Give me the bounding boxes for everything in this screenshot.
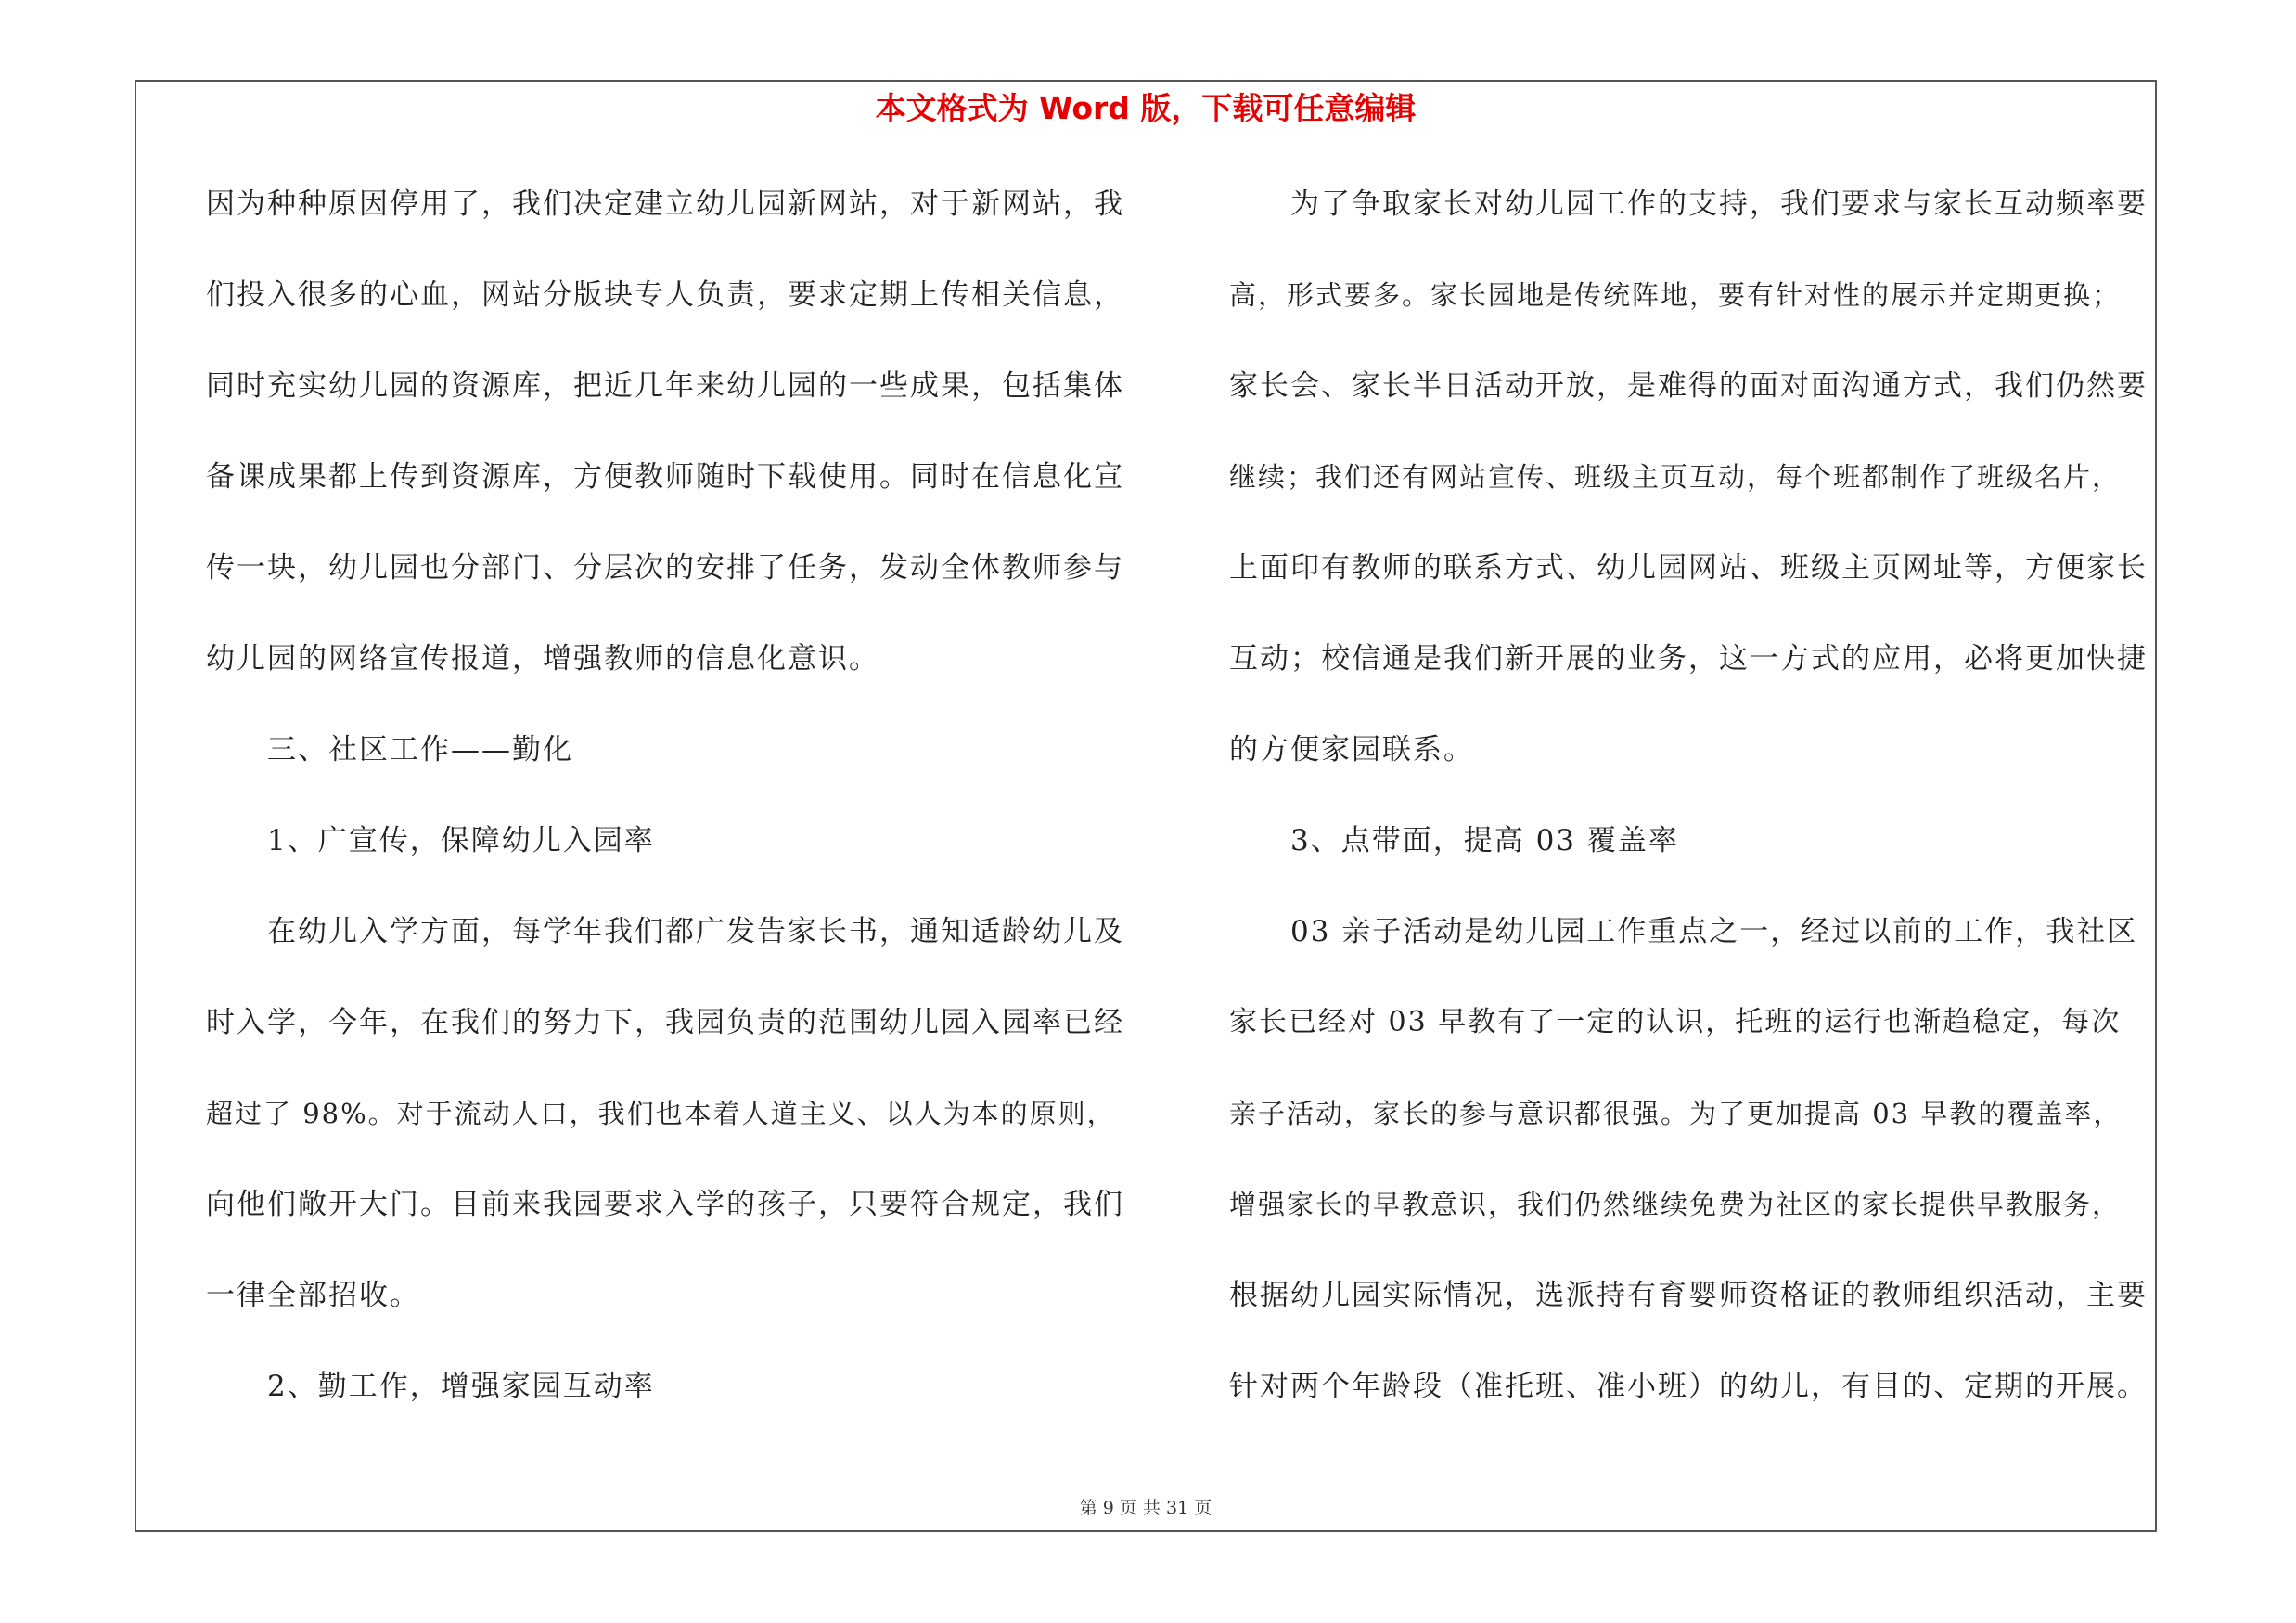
- text-line: 时入学，今年，在我们的努力下，我园负责的范围幼儿园入园率已经: [206, 1006, 1124, 1039]
- text-line: 针对两个年龄段（准托班、准小班）的幼儿，有目的、定期的开展。: [1229, 1370, 2148, 1403]
- text-line: 03 亲子活动是幼儿园工作重点之一，经过以前的工作，我社区: [1290, 915, 2138, 948]
- text-line: 幼儿园的网络宣传报道，增强教师的信息化意识。: [206, 642, 879, 676]
- text-line: 同时充实幼儿园的资源库，把近几年来幼儿园的一些成果，包括集体: [206, 369, 1124, 403]
- text-line: 们投入很多的心血，网站分版块专人负责，要求定期上传相关信息，: [206, 278, 1124, 312]
- text-line: 的方便家园联系。: [1229, 733, 1474, 766]
- word-format-banner: 本文格式为 Word 版，下载可任意编辑: [875, 90, 1417, 126]
- text-line: 一律全部招收。: [206, 1279, 420, 1312]
- text-line: 传一块，幼儿园也分部门、分层次的安排了任务，发动全体教师参与: [206, 551, 1124, 585]
- text-line: 亲子活动，家长的参与意识都很强。为了更加提高 03 早教的覆盖率，: [1229, 1098, 2123, 1129]
- text-line: 根据幼儿园实际情况，选派持有育婴师资格证的教师组织活动，主要: [1229, 1279, 2148, 1312]
- section-heading: 三、社区工作——勤化: [267, 733, 573, 766]
- text-line: 因为种种原因停用了，我们决定建立幼儿园新网站，对于新网站，我: [206, 187, 1124, 221]
- text-line: 高，形式要多。家长园地是传统阵地，要有针对性的展示并定期更换；: [1229, 279, 2122, 311]
- text-line: 超过了 98%。对于流动人口，我们也本着人道主义、以人为本的原则，: [206, 1098, 1116, 1129]
- text-line: 上面印有教师的联系方式、幼儿园网站、班级主页网址等，方便家长: [1229, 551, 2148, 585]
- subsection-heading: 2、勤工作，增强家园互动率: [267, 1370, 655, 1403]
- text-line: 备课成果都上传到资源库，方便教师随时下载使用。同时在信息化宣: [206, 460, 1124, 494]
- text-line: 家长已经对 03 早教有了一定的认识，托班的运行也渐趋稳定，每次: [1229, 1006, 2122, 1038]
- text-line: 在幼儿入学方面，每学年我们都广发告家长书，通知适龄幼儿及: [267, 915, 1124, 948]
- text-line: 向他们敞开大门。目前来我园要求入学的孩子，只要符合规定，我们: [206, 1188, 1124, 1221]
- text-line: 家长会、家长半日活动开放，是难得的面对面沟通方式，我们仍然要: [1229, 369, 2148, 403]
- page-number-footer: 第 9 页 共 31 页: [1079, 1498, 1212, 1518]
- text-line: 继续；我们还有网站宣传、班级主页互动，每个班都制作了班级名片，: [1229, 461, 2122, 493]
- subsection-heading: 3、点带面，提高 03 覆盖率: [1290, 824, 1679, 857]
- text-line: 增强家长的早教意识，我们仍然继续免费为社区的家长提供早教服务，: [1229, 1189, 2122, 1220]
- subsection-heading: 1、广宣传，保障幼儿入园率: [267, 824, 655, 857]
- text-line: 互动；校信通是我们新开展的业务，这一方式的应用，必将更加快捷: [1229, 642, 2148, 676]
- text-line: 为了争取家长对幼儿园工作的支持，我们要求与家长互动频率要: [1290, 187, 2148, 221]
